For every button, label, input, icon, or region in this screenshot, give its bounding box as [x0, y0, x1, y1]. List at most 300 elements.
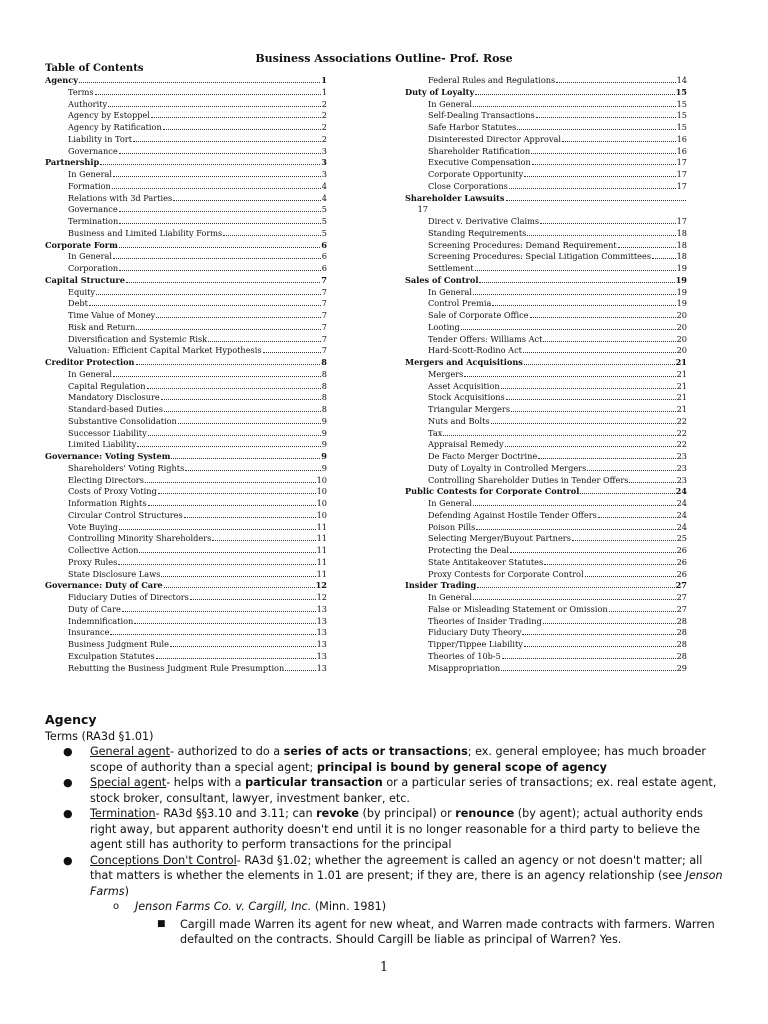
toc-entry[interactable]	[45, 416, 327, 428]
bullet-conceptions	[45, 853, 725, 900]
toc-entry[interactable]	[405, 287, 687, 299]
toc-entry-title: Equity	[68, 286, 96, 297]
toc-entry[interactable]	[405, 334, 687, 346]
toc-entry-title: Proxy Rules	[68, 556, 118, 567]
section-heading: Agency	[45, 712, 97, 727]
toc-entry-title: Federal Rules and Regulations	[428, 75, 556, 85]
toc-entry[interactable]	[405, 322, 687, 334]
toc-entry-title: Relations with 3d Parties	[68, 192, 173, 203]
toc-leader-dots	[139, 552, 315, 553]
toc-heading: Table of Contents	[45, 63, 144, 74]
toc-entry[interactable]	[405, 240, 687, 252]
toc-entry[interactable]	[45, 251, 327, 263]
toc-leader-dots	[137, 446, 320, 447]
toc-entry[interactable]	[405, 216, 687, 228]
toc-entry-page: 13	[316, 627, 327, 638]
toc-leader-dots	[523, 352, 676, 353]
document-title: Business Associations Outline- Prof. Rose	[255, 52, 513, 65]
toc-leader-dots	[136, 364, 321, 365]
toc-entry[interactable]	[405, 592, 687, 604]
toc-entry-page: 7	[321, 274, 327, 285]
toc-entry[interactable]	[45, 263, 327, 275]
toc-entry[interactable]	[405, 569, 687, 581]
toc-entry[interactable]	[45, 110, 327, 122]
bullet-special-agent	[45, 775, 725, 806]
toc-entry-page: 8	[321, 380, 327, 391]
toc-entry-title: State Antitakeover Statutes	[428, 556, 544, 567]
toc-leader-dots	[618, 247, 676, 248]
bold-text: renounce	[455, 807, 515, 820]
toc-entry-page: 17	[417, 204, 428, 215]
toc-entry[interactable]	[405, 275, 687, 287]
toc-entry-page: 5	[321, 227, 327, 238]
toc-entry-page: 16	[676, 133, 687, 144]
toc-entry-title: Self-Dealing Transactions	[428, 110, 535, 121]
sub-bullet-icon: o	[113, 901, 120, 912]
toc-leader-dots	[89, 305, 321, 306]
toc-entry[interactable]	[45, 463, 327, 475]
case-facts	[45, 917, 725, 948]
toc-entry-title: Shareholder Lawsuits	[405, 192, 505, 203]
toc-entry-page: 6	[321, 239, 327, 250]
toc-leader-dots	[96, 294, 321, 295]
toc-leader-dots	[598, 517, 676, 518]
toc-entry-title: In General	[68, 368, 113, 379]
toc-entry-title: Tax	[428, 427, 443, 438]
toc-entry[interactable]	[405, 428, 687, 440]
toc-leader-dots	[510, 552, 676, 553]
toc-entry-title: Hard-Scott-Rodino Act	[428, 345, 522, 356]
toc-entry[interactable]	[405, 357, 687, 369]
toc-entry-title: Electing Directors	[68, 474, 144, 485]
toc-entry[interactable]	[405, 251, 687, 263]
toc-entry[interactable]	[405, 451, 687, 463]
toc-entry[interactable]	[405, 651, 687, 663]
toc-entry-page: 17	[676, 169, 687, 179]
toc-entry-page: 16	[676, 145, 687, 156]
toc-leader-dots	[156, 317, 320, 318]
toc-entry-page: 24	[676, 498, 687, 508]
toc-entry-page: 4	[321, 180, 327, 191]
toc-leader-dots	[161, 399, 321, 400]
toc-entry[interactable]	[45, 298, 327, 310]
toc-entry-page: 20	[676, 310, 687, 320]
toc-entry[interactable]	[45, 627, 327, 639]
toc-entry-page: 19	[676, 286, 687, 297]
term: Conceptions Don't Control	[90, 853, 237, 867]
toc-entry-page: 17	[676, 216, 687, 226]
toc-entry-page: 2	[321, 133, 327, 144]
toc-entry[interactable]	[45, 99, 327, 111]
toc-entry[interactable]	[45, 369, 327, 381]
toc-entry[interactable]	[45, 428, 327, 440]
toc-entry[interactable]	[45, 392, 327, 404]
toc-entry[interactable]	[45, 275, 327, 287]
toc-entry-page: 4	[321, 192, 327, 203]
toc-entry[interactable]	[405, 639, 687, 651]
toc-entry[interactable]	[45, 557, 327, 569]
toc-entry-title: Indemnification	[68, 615, 134, 626]
toc-entry[interactable]	[405, 169, 687, 181]
toc-entry[interactable]	[405, 204, 687, 216]
toc-entry[interactable]	[45, 510, 327, 522]
toc-leader-dots	[108, 106, 321, 107]
toc-entry-title: False or Misleading Statement or Omission	[428, 603, 608, 614]
toc-entry-title: In General	[68, 169, 113, 179]
toc-entry[interactable]	[45, 592, 327, 604]
toc-entry-page: 10	[316, 509, 327, 520]
toc-entry[interactable]	[45, 75, 327, 87]
toc-entry[interactable]	[45, 498, 327, 510]
toc-entry[interactable]	[405, 557, 687, 569]
toc-entry-title: Fiduciary Duties of Directors	[68, 592, 189, 602]
toc-entry[interactable]	[45, 604, 327, 616]
toc-entry[interactable]	[405, 498, 687, 510]
toc-leader-dots	[212, 540, 315, 541]
toc-leader-dots	[112, 188, 321, 189]
toc-entry-title: Risk and Return	[68, 321, 136, 332]
toc-leader-dots	[609, 611, 676, 612]
toc-entry[interactable]	[405, 228, 687, 240]
toc-entry[interactable]	[45, 322, 327, 334]
toc-leader-dots	[156, 658, 316, 659]
bullet-icon: ●	[63, 776, 73, 789]
toc-entry[interactable]	[405, 627, 687, 639]
toc-entry-title: Agency by Estoppel	[68, 110, 150, 121]
toc-leader-dots	[506, 200, 687, 201]
toc-leader-dots	[148, 505, 316, 506]
toc-entry-page: 23	[676, 451, 687, 461]
toc-entry-page: 19	[676, 263, 687, 273]
toc-entry-page: 15	[676, 110, 687, 121]
toc-entry[interactable]	[45, 439, 327, 451]
toc-leader-dots	[522, 634, 675, 635]
toc-entry[interactable]	[45, 651, 327, 663]
bold-text: revoke	[316, 807, 359, 820]
toc-entry[interactable]	[405, 263, 687, 275]
text: - authorized to do a	[169, 745, 284, 758]
toc-leader-dots	[473, 106, 676, 107]
toc-leader-dots	[536, 117, 676, 118]
term: Special agent	[90, 776, 167, 789]
toc-entry-title: In General	[428, 498, 473, 508]
toc-entry-title: Protecting the Deal	[428, 545, 510, 555]
toc-leader-dots	[475, 270, 676, 271]
bullet-icon: ●	[63, 853, 73, 867]
toc-entry[interactable]	[45, 157, 327, 169]
toc-entry-title: Debt	[68, 298, 88, 309]
toc-entry-page: 25	[676, 533, 687, 544]
toc-entry[interactable]	[405, 181, 687, 193]
toc-entry-page: 7	[321, 298, 327, 309]
toc-entry-page: 21	[675, 357, 687, 367]
toc-entry-page: 21	[676, 404, 687, 414]
toc-leader-dots	[136, 329, 320, 330]
toc-entry-page: 7	[321, 333, 327, 344]
toc-leader-dots	[119, 223, 321, 224]
toc-entry-title: Public Contests for Corporate Control	[405, 486, 580, 497]
toc-entry-page: 11	[316, 521, 327, 532]
toc-entry-title: Corporation	[68, 263, 119, 273]
toc-entry-page: 19	[675, 274, 687, 285]
square-bullet-icon: ■	[157, 918, 166, 929]
toc-entry[interactable]	[45, 580, 327, 592]
toc-entry-title: Misappropriation	[428, 662, 501, 673]
toc-entry[interactable]	[45, 404, 327, 416]
toc-entry[interactable]	[405, 416, 687, 428]
toc-leader-dots	[184, 517, 316, 518]
toc-entry-title: Termination	[68, 216, 119, 226]
toc-entry-title: Selecting Merger/Buyout Partners	[428, 533, 571, 544]
toc-entry-page: 24	[676, 521, 687, 532]
toc-entry[interactable]	[405, 475, 687, 487]
toc-entry-title: Controlling Minority Shareholders	[68, 533, 212, 544]
toc-leader-dots	[285, 670, 315, 671]
toc-entry-page: 21	[676, 368, 687, 379]
bullet-general-agent	[45, 744, 725, 775]
toc-leader-dots	[505, 446, 676, 447]
toc-entry-title: Capital Structure	[45, 274, 125, 285]
toc-entry-page: 6	[321, 263, 327, 273]
text: - RA3d §1.02; whether the agreement is called an agency or not doesn't matter; all that matters is whether the elements in 1.01 are present; if they are, there is an agency relationship (see	[90, 853, 703, 882]
toc-entry[interactable]	[405, 146, 687, 158]
toc-entry[interactable]	[405, 463, 687, 475]
toc-entry[interactable]	[405, 580, 687, 592]
toc-entry[interactable]	[405, 439, 687, 451]
toc-entry-title: Partnership	[45, 157, 100, 168]
toc-entry-title: Business Judgment Rule	[68, 639, 169, 649]
toc-entry-title: Appraisal Remedy	[428, 439, 504, 450]
toc-entry-title: Corporate Opportunity	[428, 169, 524, 179]
toc-entry-title: Rebutting the Business Judgment Rule Presumption	[68, 662, 285, 673]
toc-leader-dots	[263, 352, 321, 353]
toc-entry-page: 8	[321, 392, 327, 403]
toc-entry[interactable]	[405, 381, 687, 393]
toc-leader-dots	[531, 153, 675, 154]
toc-leader-dots	[113, 258, 321, 259]
toc-entry[interactable]	[405, 510, 687, 522]
toc-entry-title: Theories of Insider Trading	[428, 615, 542, 626]
toc-entry[interactable]	[45, 87, 327, 99]
case-facts-text: Cargill made Warren its agent for new wheat, and Warren made contracts with farmers. Warren defaulted on the contracts. Should Cargill be liable as principal of Warren? Yes.	[180, 917, 715, 946]
toc-entry[interactable]	[405, 545, 687, 557]
toc-entry-title: Duty of Loyalty in Controlled Mergers	[428, 462, 587, 473]
toc-entry-title: Governance	[68, 145, 118, 156]
toc-leader-dots	[119, 211, 321, 212]
toc-entry-title: Circular Control Structures	[68, 509, 183, 520]
toc-entry-page: 2	[321, 122, 327, 132]
toc-entry[interactable]	[45, 533, 327, 545]
toc-entry[interactable]	[405, 157, 687, 169]
toc-leader-dots	[524, 176, 675, 177]
toc-entry[interactable]	[45, 334, 327, 346]
toc-entry[interactable]	[45, 451, 327, 463]
toc-entry[interactable]	[45, 569, 327, 581]
toc-leader-dots	[119, 247, 321, 248]
toc-entry-title: Duty of Loyalty	[405, 86, 475, 97]
toc-entry[interactable]	[45, 616, 327, 628]
toc-entry-title: Substantive Consolidation	[68, 415, 177, 426]
toc-entry-title: Collective Action	[68, 545, 139, 555]
toc-entry-page: 10	[316, 474, 327, 485]
toc-entry[interactable]	[45, 146, 327, 158]
toc-entry-page: 1	[321, 75, 327, 85]
toc-entry-page: 12	[316, 592, 327, 602]
toc-entry-title: Duty of Care	[68, 603, 121, 614]
toc-entry-page: 21	[676, 380, 687, 391]
toc-entry[interactable]	[45, 181, 327, 193]
toc-leader-dots	[164, 411, 321, 412]
toc-entry-title: Triangular Mergers	[428, 404, 511, 414]
toc-entry-page: 29	[676, 662, 687, 673]
toc-entry-title: Agency	[45, 75, 78, 85]
toc-entry-page: 17	[676, 180, 687, 191]
toc-entry[interactable]	[45, 345, 327, 357]
toc-entry-title: Screening Procedures: Special Litigation Committees	[428, 251, 652, 262]
toc-entry[interactable]	[45, 134, 327, 146]
toc-entry[interactable]	[405, 110, 687, 122]
toc-entry-title: Poison Pills	[428, 521, 476, 532]
toc-entry-title: Time Value of Money	[68, 310, 156, 320]
toc-entry[interactable]	[45, 169, 327, 181]
toc-entry-title: Insurance	[68, 627, 110, 638]
toc-leader-dots	[629, 482, 675, 483]
toc-entry[interactable]	[405, 99, 687, 111]
toc-leader-dots	[580, 493, 674, 494]
toc-entry-title: Business and Limited Liability Forms	[68, 227, 223, 238]
toc-entry[interactable]	[45, 475, 327, 487]
toc-entry-page: 28	[676, 639, 687, 649]
toc-entry-title: Formation	[68, 180, 111, 191]
toc-entry-page: 15	[675, 86, 687, 97]
toc-entry-page: 13	[316, 639, 327, 649]
toc-entry-title: Sales of Control	[405, 274, 479, 285]
toc-leader-dots	[122, 611, 316, 612]
toc-entry[interactable]	[405, 533, 687, 545]
toc-entry-page: 19	[676, 298, 687, 309]
toc-entry-title: De Facto Merger Doctrine	[428, 451, 538, 461]
toc-entry-title: Fiduciary Duty Theory	[428, 627, 522, 638]
toc-entry-title: Mandatory Disclosure	[68, 392, 160, 403]
toc-entry[interactable]	[45, 357, 327, 369]
toc-entry-page: 8	[321, 357, 327, 367]
toc-leader-dots	[572, 540, 676, 541]
toc-entry[interactable]	[405, 134, 687, 146]
toc-entry[interactable]	[405, 87, 687, 99]
toc-entry-page: 9	[321, 439, 327, 450]
toc-entry[interactable]	[45, 486, 327, 498]
toc-leader-dots	[443, 435, 675, 436]
toc-entry[interactable]	[45, 216, 327, 228]
toc-entry[interactable]	[45, 122, 327, 134]
toc-entry[interactable]	[45, 228, 327, 240]
toc-entry-page: 9	[321, 415, 327, 426]
bold-text: series of acts or transactions	[283, 745, 468, 758]
toc-leader-dots	[151, 117, 321, 118]
toc-leader-dots	[479, 282, 674, 283]
toc-leader-dots	[538, 458, 675, 459]
toc-entry-page: 27	[676, 592, 687, 602]
toc-entry[interactable]	[405, 616, 687, 628]
toc-entry-page: 24	[675, 486, 687, 497]
toc-leader-dots	[100, 164, 320, 165]
toc-entry[interactable]	[405, 122, 687, 134]
toc-entry-title: Tender Offers: Williams Act	[428, 333, 543, 344]
text: (by principal) or	[358, 807, 456, 820]
page-number: 1	[379, 960, 389, 975]
toc-leader-dots	[517, 129, 675, 130]
toc-entry[interactable]	[45, 287, 327, 299]
toc-entry-title: Asset Acquisition	[428, 380, 500, 391]
bold-text: principal is bound by general scope of agency	[316, 760, 607, 774]
toc-leader-dots	[118, 564, 315, 565]
toc-entry-title: Stock Acquisitions	[428, 392, 505, 403]
toc-leader-dots	[556, 82, 675, 83]
toc-entry-title: Shareholders' Voting Rights	[68, 462, 185, 473]
toc-entry[interactable]	[405, 75, 687, 87]
toc-entry-page: 18	[676, 251, 687, 262]
toc-entry[interactable]	[45, 545, 327, 557]
toc-entry[interactable]	[405, 298, 687, 310]
toc-entry-title: Insider Trading	[405, 580, 477, 591]
toc-entry[interactable]	[45, 522, 327, 534]
toc-leader-dots	[158, 493, 316, 494]
toc-entry-title: Nuts and Bolts	[428, 415, 490, 426]
toc-leader-dots	[473, 294, 676, 295]
bullet-icon: ●	[63, 807, 73, 820]
toc-entry[interactable]	[405, 604, 687, 616]
toc-entry-title: Successor Liability	[68, 427, 147, 438]
toc-entry[interactable]	[405, 522, 687, 534]
toc-entry[interactable]	[405, 404, 687, 416]
toc-entry[interactable]	[405, 392, 687, 404]
toc-entry[interactable]	[45, 310, 327, 322]
toc-entry-page: 3	[321, 157, 327, 168]
toc-entry[interactable]	[45, 639, 327, 651]
toc-leader-dots	[476, 529, 675, 530]
toc-right-column	[405, 75, 687, 674]
toc-entry[interactable]	[45, 204, 327, 216]
terms-subheading: Terms (RA3d §1.01)	[45, 729, 154, 743]
toc-entry-title: Close Corporations	[428, 180, 508, 191]
toc-entry-page: 20	[676, 345, 687, 356]
toc-entry[interactable]	[405, 486, 687, 498]
toc-entry-title: Executive Compensation	[428, 157, 531, 168]
toc-leader-dots	[501, 388, 676, 389]
toc-entry[interactable]	[405, 310, 687, 322]
toc-entry[interactable]	[405, 345, 687, 357]
toc-leader-dots	[491, 423, 676, 424]
toc-entry[interactable]	[45, 240, 327, 252]
toc-entry[interactable]	[405, 663, 687, 675]
toc-entry-page: 17	[676, 157, 687, 168]
toc-leader-dots	[173, 200, 321, 201]
toc-entry[interactable]	[45, 381, 327, 393]
toc-entry-title: Valuation: Efficient Capital Market Hypothesis	[68, 345, 262, 356]
toc-entry[interactable]	[45, 663, 327, 675]
toc-entry[interactable]	[45, 193, 327, 205]
toc-entry[interactable]	[405, 369, 687, 381]
toc-entry-title: Governance: Voting System	[45, 451, 171, 461]
toc-entry[interactable]	[405, 193, 687, 205]
toc-entry-title: Exculpation Statutes	[68, 650, 155, 661]
case-cite: (Minn. 1981)	[311, 900, 387, 913]
toc-entry-title: Shareholder Ratification	[428, 145, 531, 156]
toc-leader-dots	[501, 670, 675, 671]
toc-entry-title: Limited Liability	[68, 439, 137, 450]
toc-entry-page: 22	[676, 427, 687, 438]
toc-leader-dots	[652, 258, 676, 259]
